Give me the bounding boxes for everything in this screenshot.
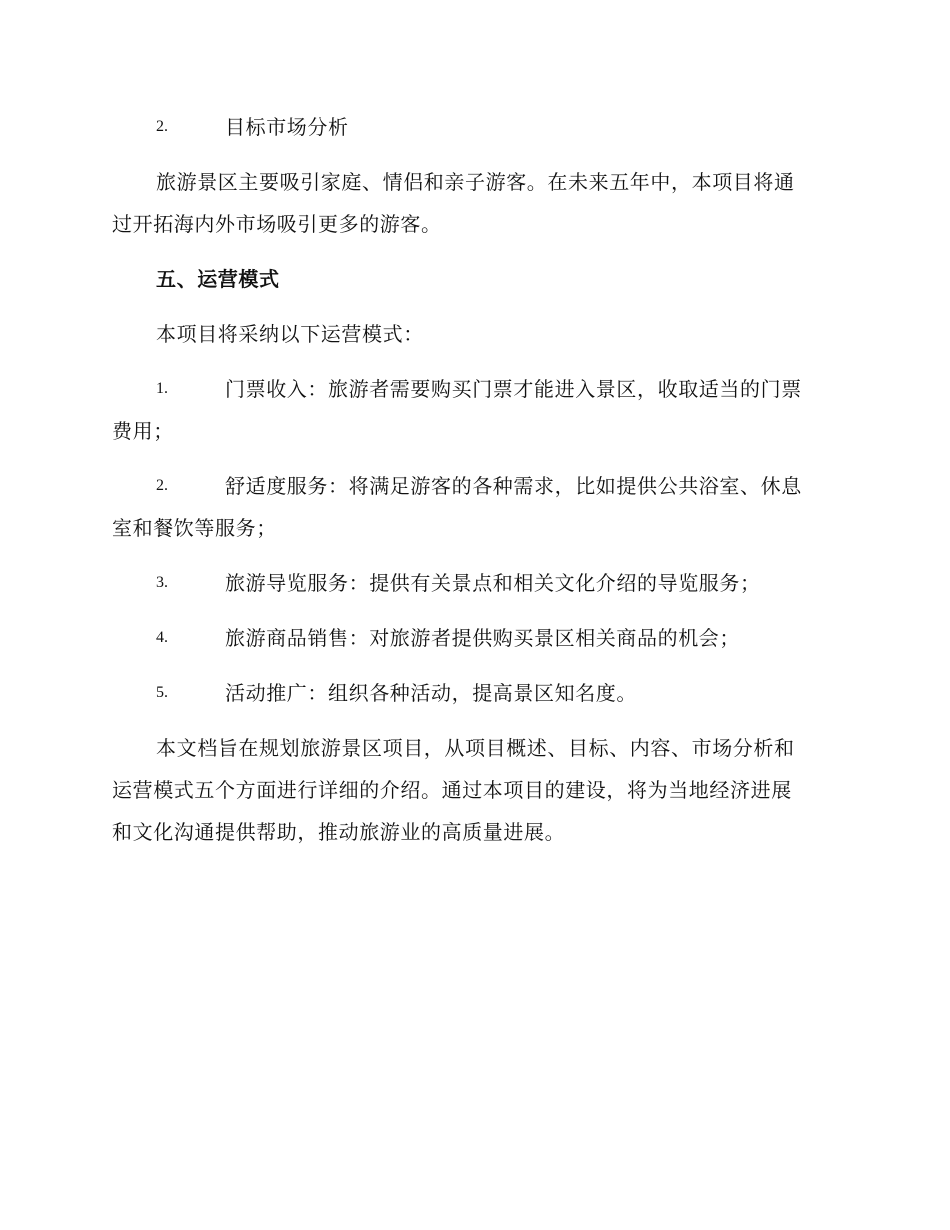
list-item-text: 旅游导览服务：提供有关景点和相关文化介绍的导览服务； [225, 571, 761, 595]
list-number: 1. [156, 380, 168, 397]
list-number: 4. [156, 629, 168, 646]
list-item-title: 目标市场分析 [225, 115, 349, 139]
list-item-text: 门票收入：旅游者需要购买门票才能进入景区，收取适当的门票 [225, 377, 802, 401]
conclusion-line: 本文档旨在规划旅游景区项目，从项目概述、目标、内容、市场分析和 [156, 736, 795, 760]
list-number: 2. [156, 118, 168, 135]
list-number: 3. [156, 574, 168, 591]
list-item-continuation: 费用； [112, 419, 174, 443]
paragraph-line: 过开拓海内外市场吸引更多的游客。 [112, 212, 442, 236]
list-item-text: 活动推广：组织各种活动，提高景区知名度。 [225, 681, 637, 705]
section-intro: 本项目将采纳以下运营模式： [156, 322, 424, 346]
list-item-continuation: 室和餐饮等服务； [112, 516, 277, 540]
list-number: 5. [156, 684, 168, 701]
list-item-text: 舒适度服务：将满足游客的各种需求，比如提供公共浴室、休息 [225, 474, 802, 498]
paragraph-line: 旅游景区主要吸引家庭、情侣和亲子游客。在未来五年中，本项目将通 [156, 170, 795, 194]
list-item-text: 旅游商品销售：对旅游者提供购买景区相关商品的机会； [225, 626, 740, 650]
list-number: 2. [156, 477, 168, 494]
conclusion-line: 运营模式五个方面进行详细的介绍。通过本项目的建设，将为当地经济进展 [112, 778, 792, 802]
conclusion-line: 和文化沟通提供帮助，推动旅游业的高质量进展。 [112, 820, 566, 844]
section-heading: 五、运营模式 [156, 267, 280, 291]
